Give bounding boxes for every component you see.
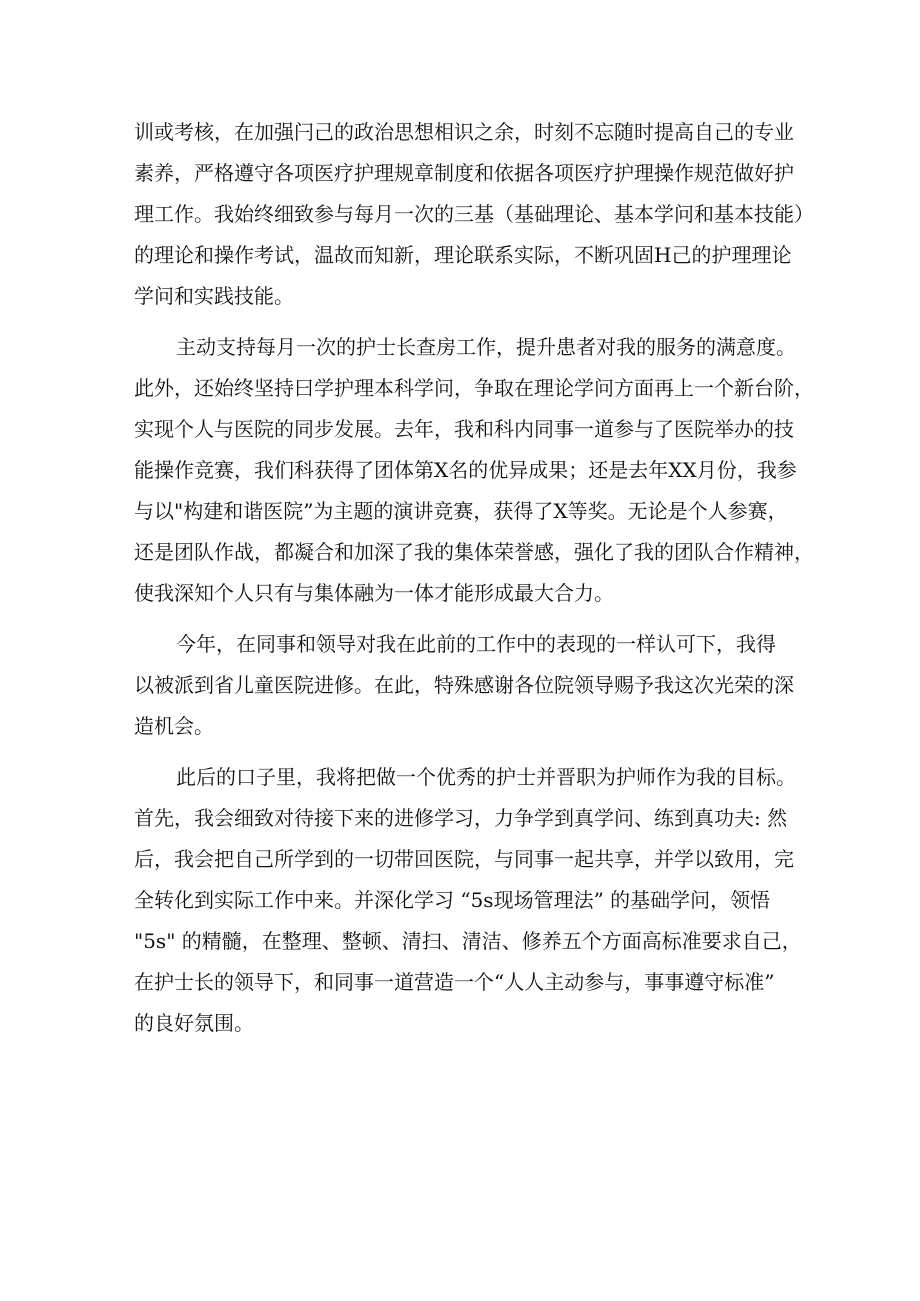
text-line: 学问和实践技能。: [134, 284, 294, 308]
text-line: 今年，在同事和领导对我在此前的工作中的表现的一样认可下，我得: [176, 632, 776, 656]
paragraph-3: [134, 624, 794, 747]
text-line: 全转化到实际工作中来。并深化学习 “5s现场管理法” 的基础学问，领悟: [134, 888, 771, 912]
text-line: 与以"构建和谐医院”为主题的演讲竞赛，获得了X等奖。无论是个人参赛，: [134, 499, 788, 523]
text-line: 造机会。: [134, 714, 214, 738]
text-line: 使我深知个人只有与集体融为一体才能形成最大合力。: [134, 581, 614, 605]
paragraph-4: [134, 757, 802, 1044]
text-line: 实现个人与医院的同步发展。去年，我和科内同事一道参与了医院举办的技: [134, 417, 794, 441]
text-line: 素养，严格遵守各项医疗护理规章制度和依据各项医疗护理操作规范做好护: [134, 161, 794, 185]
text-line: 还是团队作战，都凝合和加深了我的集体荣誉感，强化了我的团队合作精神，: [134, 540, 814, 564]
text-line: 的良好氛围。: [134, 1011, 254, 1035]
paragraph-2: [134, 327, 814, 614]
text-line: 主动支持每月一次的护士长查房工作，提升患者对我的服务的满意度。: [176, 335, 796, 359]
text-line: 以被派到省儿童医院进修。在此，特殊感谢各位院领导赐予我这次光荣的深: [134, 673, 794, 697]
text-line: 的理论和操作考试，温故而知新，理论联系实际，不断巩固H己的护理理论: [134, 243, 792, 267]
text-line: 能操作竞赛，我们科获得了团体第X名的优异成果；还是去年XX月份，我参: [134, 458, 797, 482]
document-body: [134, 112, 814, 1054]
paragraph-1: [134, 112, 814, 317]
text-line: 此外，还始终坚持曰学护理本科学问，争取在理论学问方面再上一个新台阶，: [134, 376, 814, 400]
text-line: 此后的口子里，我将把做一个优秀的护士并晋职为护师作为我的目标。: [176, 765, 796, 789]
text-line: "5s" 的精髓，在整理、整顿、清扫、清洁、修养五个方面高标准要求自己，: [134, 929, 802, 953]
text-line: 首先，我会细致对待接下来的进修学习，力争学到真学问、练到真功夫: 然: [134, 806, 788, 830]
text-line: 后，我会把自己所学到的一切带回医院，与同事一起共享，并学以致用，完: [134, 847, 794, 871]
text-line: 训或考核，在加强闩己的政治思想相识之余，时刻不忘随时提高自己的专业: [134, 120, 794, 144]
text-line: 理工作。我始终细致参与每月一次的三基（基础理论、基本学问和基本技能）: [134, 202, 814, 226]
text-line: 在护士长的领导下，和同事一道营造一个“人人主动参与，事事遵守标准”: [134, 970, 775, 994]
